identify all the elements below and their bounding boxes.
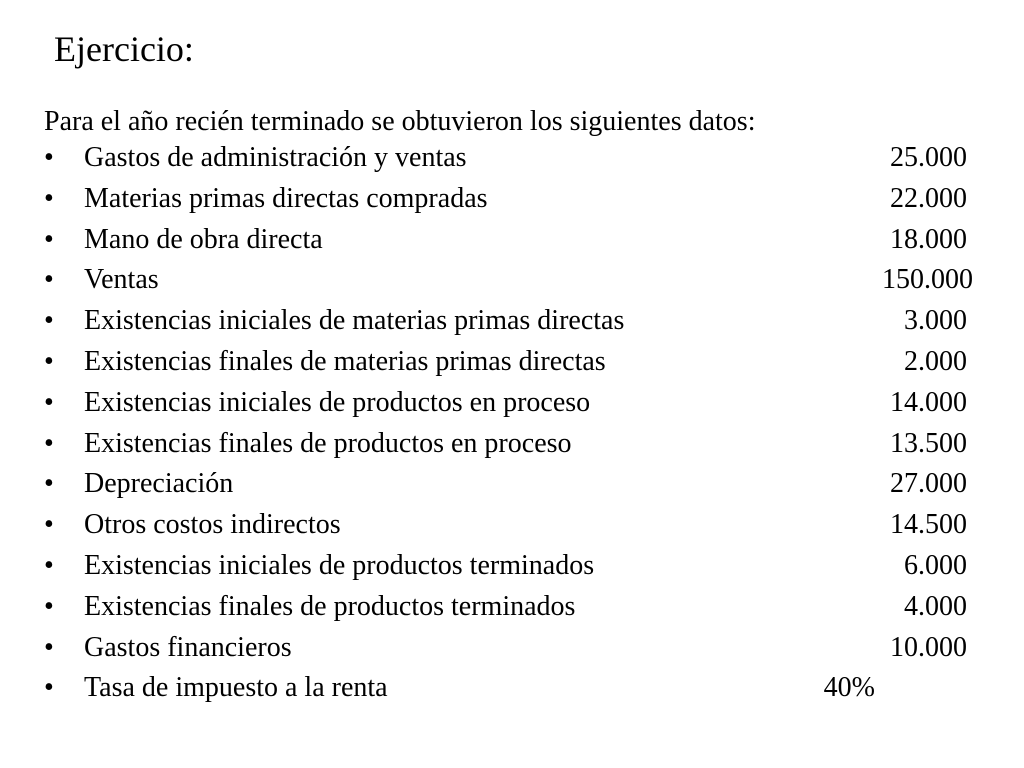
list-item <box>0 263 1024 304</box>
bullet: • <box>44 427 54 459</box>
list-item <box>0 182 1024 223</box>
item-value: 3.000 <box>904 305 967 337</box>
item-label: Existencias iniciales de productos en proceso <box>84 386 591 418</box>
item-value: 27.000 <box>890 468 967 500</box>
item-value: 10.000 <box>890 631 967 663</box>
page-title: Ejercicio: <box>54 29 194 69</box>
item-label: Existencias finales de materias primas directas <box>84 345 606 377</box>
item-value: 150.000 <box>882 264 973 296</box>
bullet: • <box>44 468 54 500</box>
bullet: • <box>44 672 54 704</box>
item-label: Existencias iniciales de materias primas directas <box>84 305 625 337</box>
item-label: Otros costos indirectos <box>84 509 341 541</box>
list-item <box>0 508 1024 549</box>
item-label: Existencias finales de productos en proceso <box>84 427 572 459</box>
item-label: Tasa de impuesto a la renta <box>84 672 388 704</box>
bullet: • <box>44 590 54 622</box>
list-item <box>0 467 1024 508</box>
item-value: 25.000 <box>890 142 967 173</box>
item-label: Existencias iniciales de productos terminados <box>84 549 595 581</box>
list-item <box>0 590 1024 631</box>
intro-text: Para el año recién terminado se obtuvieron los siguientes datos: <box>44 106 756 137</box>
list-item <box>0 427 1024 468</box>
list-item <box>0 631 1024 672</box>
bullet: • <box>44 223 54 255</box>
item-value: 14.000 <box>890 386 967 418</box>
item-label: Existencias finales de productos terminados <box>84 590 576 622</box>
list-item <box>0 304 1024 345</box>
data-list <box>0 141 1024 712</box>
list-item <box>0 549 1024 590</box>
item-label: Gastos financieros <box>84 631 292 663</box>
item-value: 40% <box>823 672 875 704</box>
bullet: • <box>44 182 54 214</box>
item-value: 13.500 <box>890 427 967 459</box>
list-item <box>0 223 1024 264</box>
item-label: Mano de obra directa <box>84 223 323 255</box>
list-item <box>0 386 1024 427</box>
item-value: 2.000 <box>904 345 967 377</box>
item-value: 22.000 <box>890 182 967 214</box>
list-item <box>0 345 1024 386</box>
list-item <box>0 671 1024 712</box>
item-value: 4.000 <box>904 590 967 622</box>
bullet: • <box>44 345 54 377</box>
item-label: Gastos de administración y ventas <box>84 142 467 173</box>
bullet: • <box>44 509 54 541</box>
item-value: 6.000 <box>904 549 967 581</box>
bullet: • <box>44 549 54 581</box>
item-label: Depreciación <box>84 468 234 500</box>
bullet: • <box>44 305 54 337</box>
bullet: • <box>44 142 54 173</box>
bullet: • <box>44 386 54 418</box>
item-label: Materias primas directas compradas <box>84 182 488 214</box>
bullet: • <box>44 631 54 663</box>
item-value: 14.500 <box>890 509 967 541</box>
bullet: • <box>44 264 54 296</box>
list-item <box>0 141 1024 182</box>
item-value: 18.000 <box>890 223 967 255</box>
item-label: Ventas <box>84 264 159 296</box>
